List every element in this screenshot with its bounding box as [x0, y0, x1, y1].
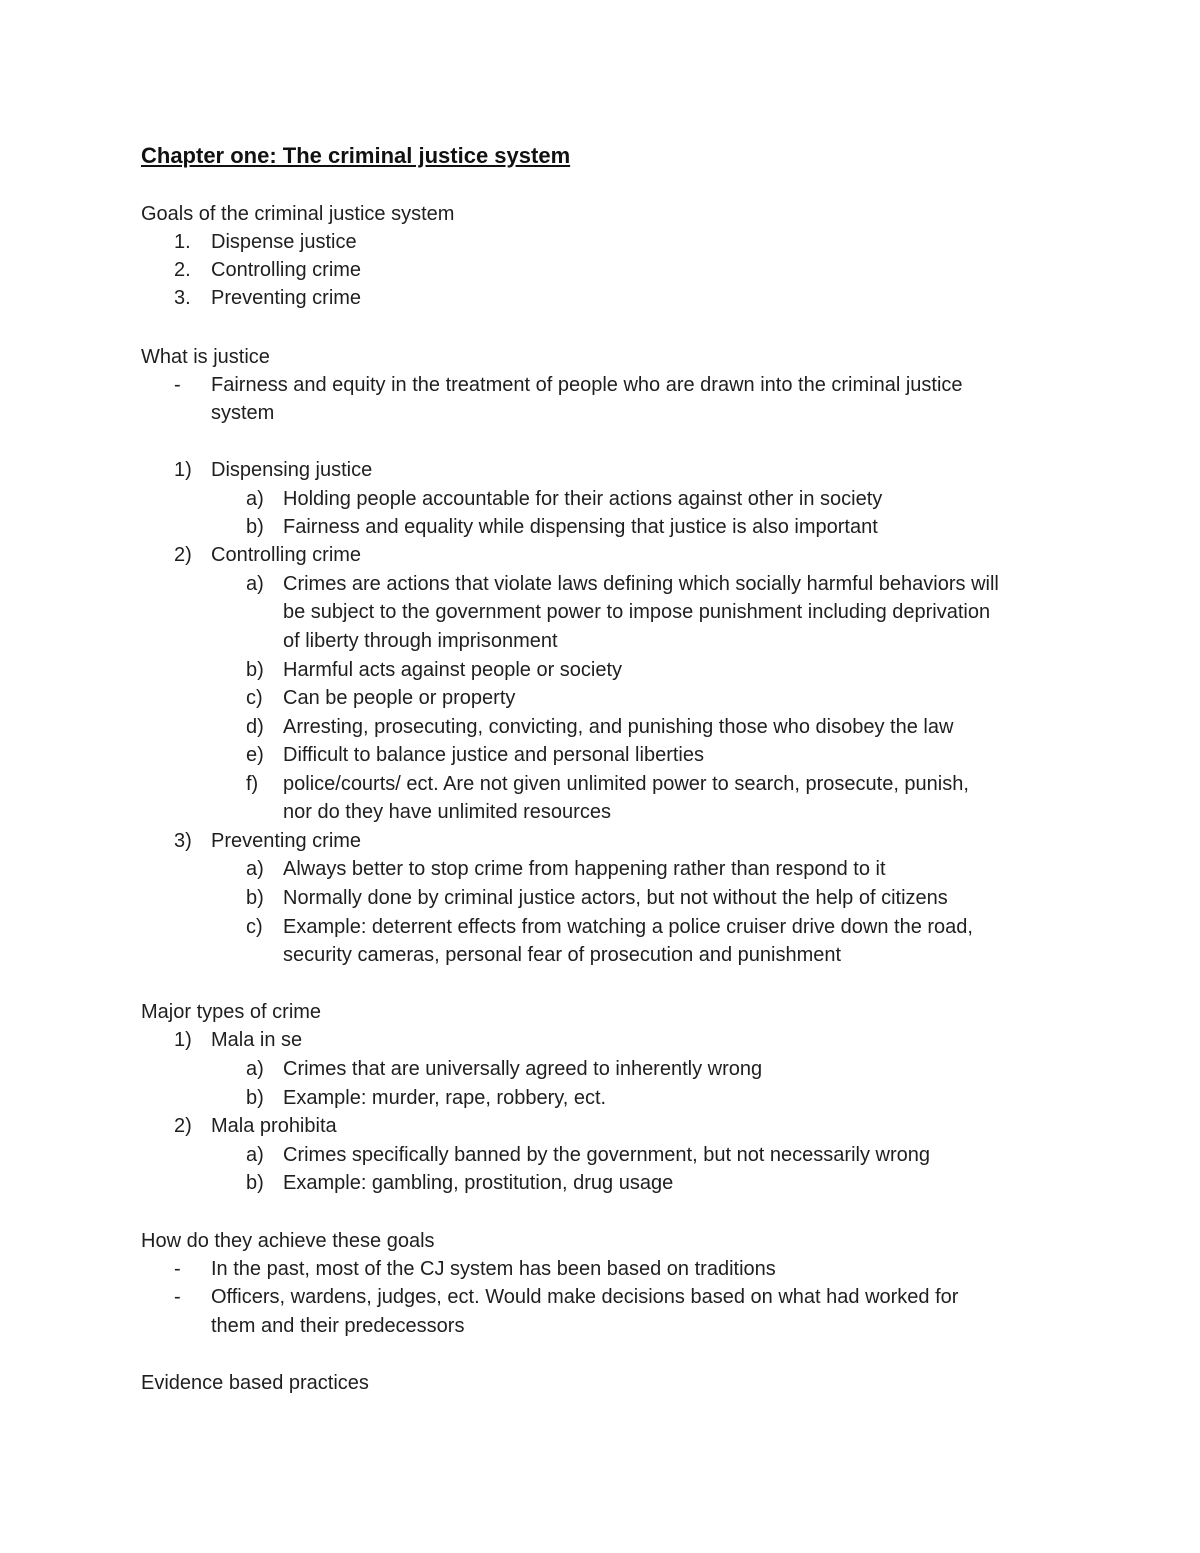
list-marker: 1) [174, 1029, 192, 1051]
list-item: Preventing crime [211, 830, 362, 852]
sublist-item-continuation: be subject to the government power to impose punishment including deprivation [283, 601, 991, 623]
sublist-item-continuation: of liberty through imprisonment [283, 630, 558, 652]
sublist-item: Example: gambling, prostitution, drug usage [283, 1172, 674, 1194]
list-item-continuation: them and their predecessors [211, 1315, 465, 1337]
sublist-marker: c) [246, 687, 263, 709]
list-marker: 2) [174, 1115, 192, 1137]
sublist-marker: b) [246, 1087, 264, 1109]
crime-types-heading: Major types of crime [141, 1001, 322, 1023]
list-item: Dispensing justice [211, 459, 373, 481]
sublist-item-continuation: security cameras, personal fear of prosecution and punishment [283, 944, 842, 966]
sublist-item: Difficult to balance justice and personal liberties [283, 744, 704, 766]
sublist-marker: f) [246, 773, 259, 795]
list-item: Mala prohibita [211, 1115, 337, 1137]
bullet-dash: - [174, 374, 181, 396]
list-marker: 2) [174, 544, 192, 566]
sublist-item: Crimes that are universally agreed to inherently wrong [283, 1058, 763, 1080]
bullet-dash: - [174, 1286, 181, 1308]
page-title: Chapter one: The criminal justice system [141, 143, 571, 168]
sublist-item: Harmful acts against people or society [283, 659, 623, 681]
sublist-item: Crimes are actions that violate laws defining which socially harmful behaviors will [283, 573, 999, 595]
sublist-item: Fairness and equality while dispensing that justice is also important [283, 516, 878, 538]
list-item: Dispense justice [211, 231, 357, 253]
list-item: Controlling crime [211, 259, 362, 281]
sublist-marker: a) [246, 1144, 264, 1166]
list-item: Fairness and equity in the treatment of people who are drawn into the criminal justice [211, 374, 963, 396]
sublist-item: Arresting, prosecuting, convicting, and punishing those who disobey the law [283, 716, 954, 738]
sublist-item: Can be people or property [283, 687, 516, 709]
sublist-item-continuation: nor do they have unlimited resources [283, 801, 611, 823]
list-item: Preventing crime [211, 287, 362, 309]
sublist-marker: a) [246, 858, 264, 880]
sublist-marker: a) [246, 1058, 264, 1080]
sublist-item: Example: murder, rape, robbery, ect. [283, 1087, 607, 1109]
list-marker: 1) [174, 459, 192, 481]
sublist-marker: e) [246, 744, 264, 766]
sublist-item: police/courts/ ect. Are not given unlimited power to search, prosecute, punish, [283, 773, 969, 795]
list-marker: 3) [174, 830, 192, 852]
sublist-item: Crimes specifically banned by the government, but not necessarily wrong [283, 1144, 930, 1166]
sublist-marker: b) [246, 516, 264, 538]
justice-heading: What is justice [141, 346, 270, 368]
sublist-item: Always better to stop crime from happening rather than respond to it [283, 858, 886, 880]
sublist-item: Normally done by criminal justice actors, but not without the help of citizens [283, 887, 948, 909]
sublist-item: Example: deterrent effects from watching a police cruiser drive down the road, [283, 916, 973, 938]
list-item: In the past, most of the CJ system has been based on traditions [211, 1258, 776, 1280]
list-item: Mala in se [211, 1029, 303, 1051]
goals-heading: Goals of the criminal justice system [141, 203, 455, 225]
sublist-item: Holding people accountable for their actions against other in society [283, 488, 883, 510]
list-item: Controlling crime [211, 544, 362, 566]
sublist-marker: a) [246, 488, 264, 510]
sublist-marker: c) [246, 916, 263, 938]
evidence-heading: Evidence based practices [141, 1372, 369, 1394]
list-item-continuation: system [211, 402, 275, 424]
list-marker: 2. [174, 259, 191, 281]
bullet-dash: - [174, 1258, 181, 1280]
sublist-marker: b) [246, 1172, 264, 1194]
sublist-marker: b) [246, 659, 264, 681]
sublist-marker: a) [246, 573, 264, 595]
list-marker: 3. [174, 287, 191, 309]
achieve-heading: How do they achieve these goals [141, 1230, 435, 1252]
sublist-marker: d) [246, 716, 264, 738]
list-marker: 1. [174, 231, 191, 253]
sublist-marker: b) [246, 887, 264, 909]
list-item: Officers, wardens, judges, ect. Would make decisions based on what had worked for [211, 1286, 959, 1308]
